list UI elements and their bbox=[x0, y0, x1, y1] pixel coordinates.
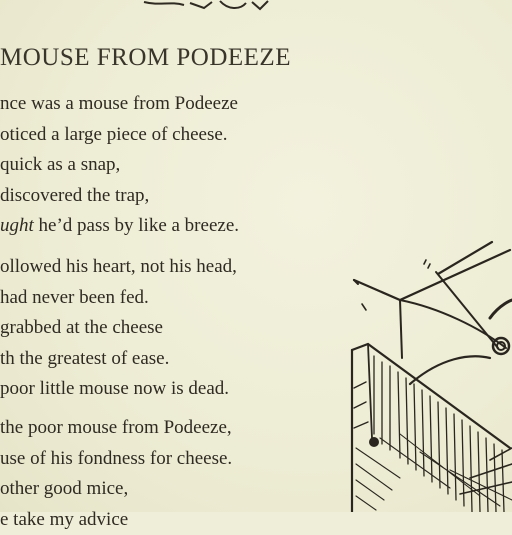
mouse-trap-sketch-icon bbox=[340, 238, 512, 512]
poem-line: grabbed at the cheese bbox=[0, 313, 350, 344]
poem-line: e take my advice bbox=[0, 505, 350, 535]
stanza-2 bbox=[0, 252, 350, 405]
poem-line: nce was a mouse from Podeeze bbox=[0, 89, 350, 120]
poem-line: ught he’d pass by like a breeze. bbox=[0, 211, 350, 242]
stanza-1 bbox=[0, 89, 350, 242]
poem-line: use of his fondness for cheese. bbox=[0, 444, 350, 475]
poem-line: the poor mouse from Podeeze, bbox=[0, 413, 350, 444]
poem-line: had never been fed. bbox=[0, 283, 350, 314]
italic-word: ught bbox=[0, 215, 34, 236]
decorative-header-ink-icon bbox=[140, 0, 280, 14]
stanza-3 bbox=[0, 413, 350, 535]
poem-line: discovered the trap, bbox=[0, 181, 350, 212]
poem-line: ollowed his heart, not his head, bbox=[0, 252, 350, 283]
poem-line: poor little mouse now is dead. bbox=[0, 374, 350, 405]
poem-line: other good mice, bbox=[0, 474, 350, 505]
poem-line: quick as a snap, bbox=[0, 150, 350, 181]
poem-line: oticed a large piece of cheese. bbox=[0, 120, 350, 151]
poem-title: MOUSE FROM PODEEZE bbox=[0, 44, 360, 72]
poem-line: th the greatest of ease. bbox=[0, 344, 350, 375]
